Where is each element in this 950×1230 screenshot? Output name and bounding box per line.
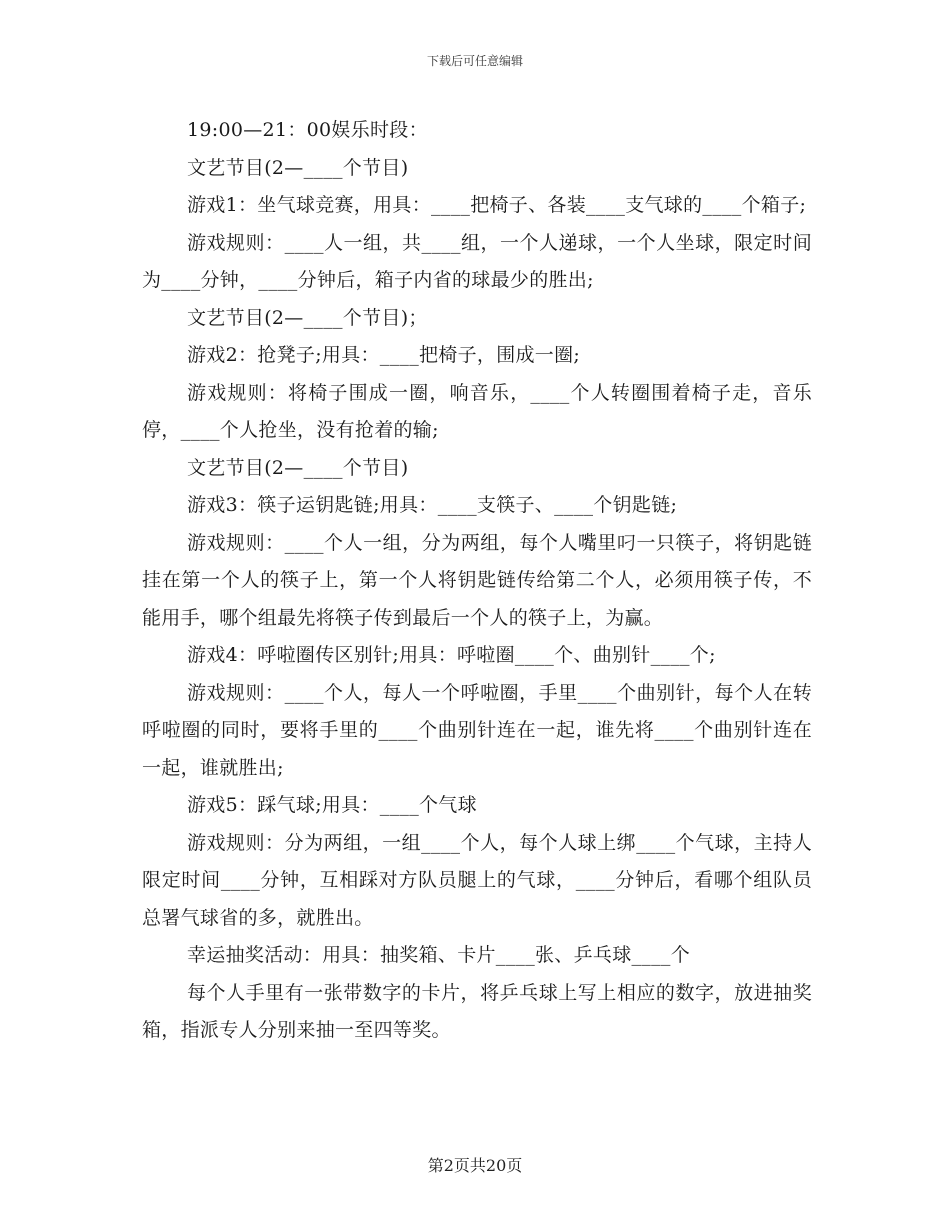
paragraph: 幸运抽奖活动：用具：抽奖箱、卡片____张、乒乓球____个 <box>187 944 691 966</box>
paragraph: 游戏规则：将椅子围成一圈，响音乐，____个人转圈围着椅子走，音乐停，____个人抢坐，没有抢着的输; <box>142 381 812 441</box>
page-footer: 第2页共20页 <box>427 1156 523 1175</box>
paragraph: 游戏规则：____个人，每人一个呼啦圈，手里____个曲别针，每个人在转呼啦圈的同时，要将手里的____个曲别针连在一起，谁先将____个曲别针连在一起，谁就胜出; <box>142 681 812 779</box>
paragraph: 游戏1：坐气球竞赛，用具：____把椅子、各装____支气球的____个箱子; <box>187 194 807 216</box>
document-body <box>142 112 812 1050</box>
paragraph: 游戏规则：____个人一组，分为两组，每个人嘴里叼一只筷子，将钥匙链挂在第一个人的筷子上，第一个人将钥匙链传给第二个人，必须用筷子传，不能用手，哪个组最先将筷子传到最后一个人的筷子上，为赢。 <box>142 531 812 629</box>
page-header: 下载后可任意编辑 <box>426 54 523 68</box>
paragraph: 文艺节目(2—____个节目) <box>187 156 409 179</box>
paragraph: 每个人手里有一张带数字的卡片，将乒乓球上写上相应的数字，放进抽奖箱，指派专人分别来抽一至四等奖。 <box>142 981 812 1041</box>
paragraph: 游戏2：抢凳子;用具：____把椅子，围成一圈; <box>187 344 581 366</box>
paragraph: 游戏5：踩气球;用具：____个气球 <box>187 794 477 816</box>
paragraph: 游戏3：筷子运钥匙链;用具：____支筷子、____个钥匙链; <box>187 494 678 516</box>
paragraph: 文艺节目(2—____个节目) <box>187 456 409 479</box>
paragraph: 文艺节目(2—____个节目)； <box>187 306 428 329</box>
paragraph: 游戏规则：分为两组，一组____个人，每个人球上绑____个气球，主持人限定时间____分钟，互相踩对方队员腿上的气球，____分钟后，看哪个组队员总署气球省的多，就胜出。 <box>142 831 812 929</box>
paragraph: 19:00—21：00娱乐时段： <box>187 119 428 141</box>
paragraph: 游戏4：呼啦圈传区别针;用具：呼啦圈____个、曲别针____个; <box>187 644 716 666</box>
paragraph: 游戏规则：____人一组，共____组，一个人递球，一个人坐球，限定时间为____分钟，____分钟后，箱子内省的球最少的胜出; <box>142 231 812 291</box>
